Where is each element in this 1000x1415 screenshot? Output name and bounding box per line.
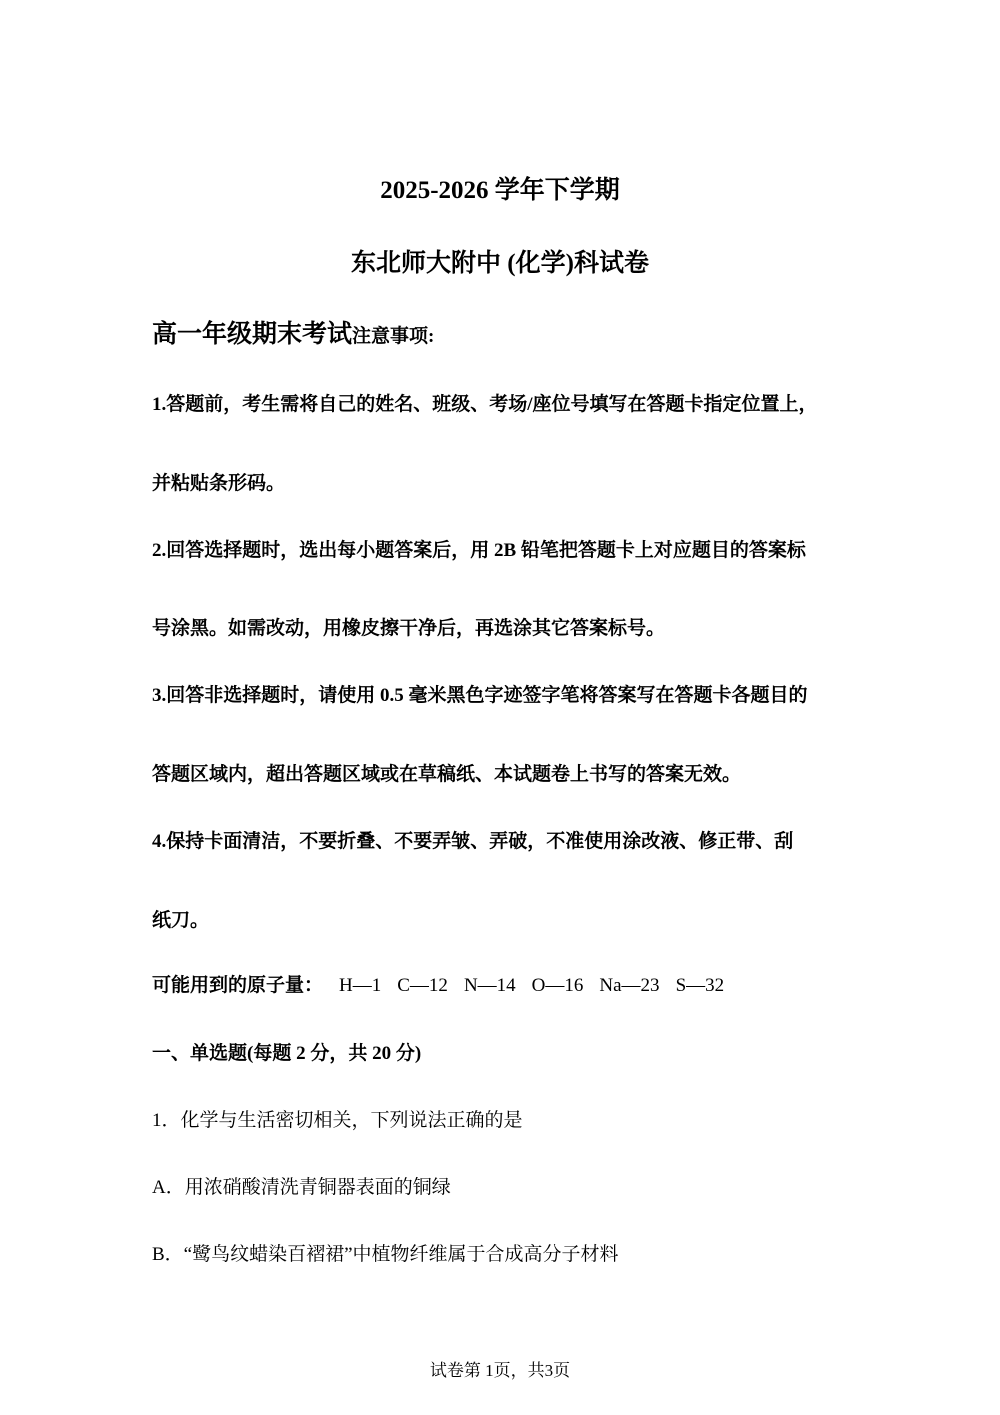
- atomic-mass-o: O—16: [531, 975, 584, 996]
- exam-title-school: 东北师大附中 (化学)科试卷: [351, 250, 649, 277]
- section-title: 一、单选题(每题 2 分，共 20 分): [152, 1043, 422, 1064]
- atomic-masses-line: [152, 970, 724, 997]
- rule-2-line-1: 2.回答选择题时，选出每小题答案后，用 2B 铅笔把答题卡上对应题目的答案标: [152, 540, 806, 561]
- atomic-masses-label: 可能用到的原子量：: [152, 975, 324, 996]
- rule-3-line-2: 答题区域内，超出答题区域或在草稿纸、本试题卷上书写的答案无效。: [152, 764, 742, 785]
- rule-2-line-2: 号涂黑。如需改动，用橡皮擦干净后，再选涂其它答案标号。: [152, 618, 666, 639]
- atomic-mass-s: S—32: [675, 975, 725, 996]
- rule-1-line-2: 并粘贴条形码。: [152, 473, 286, 494]
- rule-3-line-1: 3.回答非选择题时，请使用 0.5 毫米黑色字迹签字笔将答案写在答题卡各题目的: [152, 685, 808, 706]
- atomic-mass-c: C—12: [397, 975, 448, 996]
- atomic-mass-na: Na—23: [599, 975, 660, 996]
- rule-1-line-1: 1.答题前，考生需将自己的姓名、班级、考场/座位号填写在答题卡指定位置上，: [152, 394, 818, 415]
- page-footer: 试卷第 1页，共3页: [429, 1361, 571, 1380]
- question-1-option-b: B．“鹭鸟纹蜡染百褶裙”中植物纤维属于合成高分子材料: [152, 1244, 619, 1265]
- grade-title: 高一年级期末考试: [152, 321, 353, 348]
- question-1-stem: 1．化学与生活密切相关，下列说法正确的是: [152, 1110, 523, 1131]
- notice-label: 注意事项:: [352, 326, 435, 347]
- exam-title-year: 2025-2026 学年下学期: [380, 177, 620, 204]
- grade-notice-line: [152, 314, 434, 350]
- atomic-mass-n: N—14: [463, 975, 516, 996]
- rule-4-line-2: 纸刀。: [152, 910, 210, 931]
- question-1-option-a: A．用浓硝酸清洗青铜器表面的铜绿: [152, 1177, 451, 1198]
- atomic-mass-h: H—1: [339, 975, 382, 996]
- rule-4-line-1: 4.保持卡面清洁，不要折叠、不要弄皱、弄破，不准使用涂改液、修正带、刮: [152, 831, 794, 852]
